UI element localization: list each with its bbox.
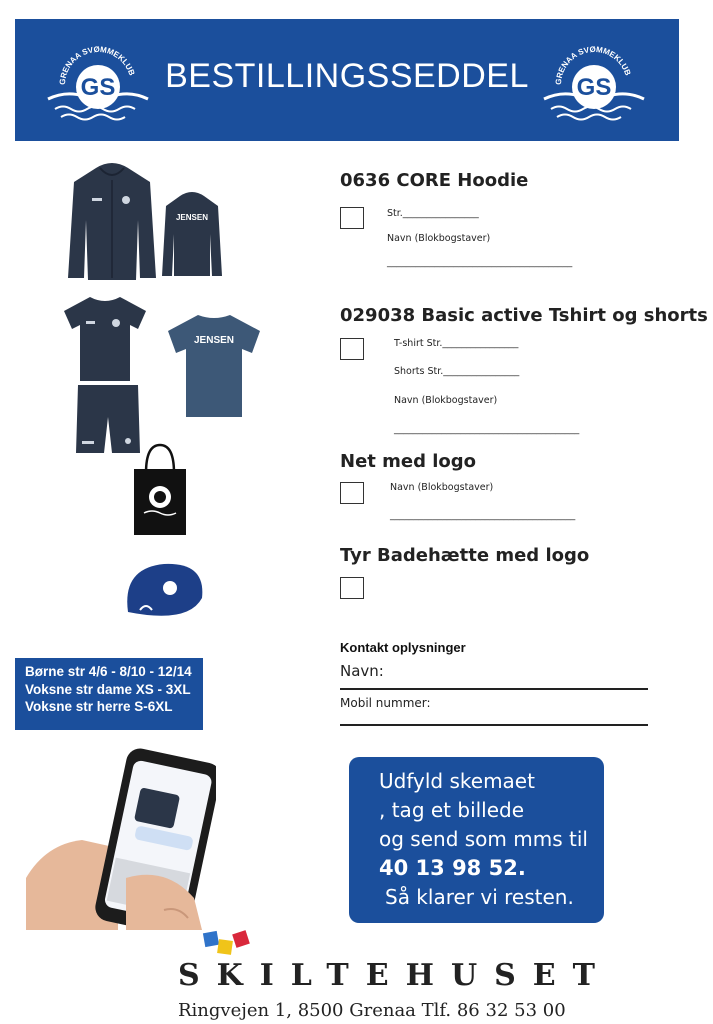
- net-bag-image: [130, 443, 190, 539]
- cap-checkbox[interactable]: [340, 577, 364, 599]
- instruction-line-5: Så klarer vi resten.: [385, 885, 574, 909]
- instruction-line-3: og send som mms til: [379, 827, 588, 851]
- tshirt-name-label: Navn (Blokbogstaver): [394, 395, 498, 406]
- size-line-children: Børne str 4/6 - 8/10 - 12/14: [25, 664, 192, 679]
- hoodie-name-field[interactable]: _______________________________________: [387, 257, 573, 268]
- tshirt-title: 029038 Basic active Tshirt og shorts: [340, 305, 708, 326]
- tshirt-back-image: [166, 311, 262, 421]
- net-title: Net med logo: [340, 451, 477, 472]
- logo-text: GRENAA SVØMMEKLUB: [57, 44, 137, 86]
- instruction-line-1: Udfyld skemaet: [379, 769, 535, 793]
- hoodie-back-image: [160, 190, 224, 278]
- contact-mobile-label: Mobil nummer:: [340, 696, 431, 710]
- header-banner: [15, 19, 679, 141]
- skiltehuset-logo-icon: [198, 922, 258, 962]
- tshirt-checkbox[interactable]: [340, 338, 364, 360]
- hoodie-front-image: [66, 160, 158, 282]
- phone-number: 40 13 98 52.: [379, 856, 526, 880]
- contact-name-label: Navn:: [340, 662, 384, 680]
- contact-heading: Kontakt oplysninger: [340, 640, 466, 655]
- hoodie-name-label: Navn (Blokbogstaver): [387, 233, 491, 244]
- tshirt-name-print: JENSEN: [193, 335, 235, 346]
- contact-name-field[interactable]: [340, 688, 648, 690]
- hoodie-name-print: JENSEN: [175, 213, 209, 222]
- net-name-label: Navn (Blokbogstaver): [390, 482, 494, 493]
- hoodie-title: 0636 CORE Hoodie: [340, 170, 529, 191]
- swim-cap-image: [122, 558, 206, 626]
- club-logo-icon: [539, 37, 649, 123]
- brand-address: Ringvejen 1, 8500 Grenaa Tlf. 86 32 53 00: [178, 1000, 566, 1021]
- contact-mobile-field[interactable]: [340, 724, 648, 726]
- logo-initials: GS: [576, 74, 612, 101]
- tshirt-size-field[interactable]: T-shirt Str.________________: [394, 338, 519, 349]
- size-info-box: [15, 658, 203, 730]
- instruction-line-2: , tag et billede: [379, 798, 525, 822]
- hoodie-size-field[interactable]: Str.________________: [387, 208, 479, 219]
- size-line-men: Voksne str herre S-6XL: [25, 699, 173, 714]
- instruction-box: [349, 757, 604, 923]
- logo-initials: GS: [80, 74, 116, 101]
- hoodie-checkbox[interactable]: [340, 207, 364, 229]
- shorts-size-field[interactable]: Shorts Str.________________: [394, 366, 520, 377]
- size-line-women: Voksne str dame XS - 3XL: [25, 681, 191, 697]
- net-name-field[interactable]: _______________________________________: [390, 510, 576, 521]
- phone-in-hand-image: [26, 748, 216, 930]
- brand-name: SKILTEHUSET: [178, 958, 612, 993]
- page-title: BESTILLINGSSEDDEL: [165, 57, 529, 95]
- tshirt-front-image: [62, 293, 148, 383]
- tshirt-name-field[interactable]: _______________________________________: [394, 424, 580, 435]
- cap-title: Tyr Badehætte med logo: [340, 545, 590, 566]
- logo-text: GRENAA SVØMMEKLUB: [553, 44, 633, 86]
- net-checkbox[interactable]: [340, 482, 364, 504]
